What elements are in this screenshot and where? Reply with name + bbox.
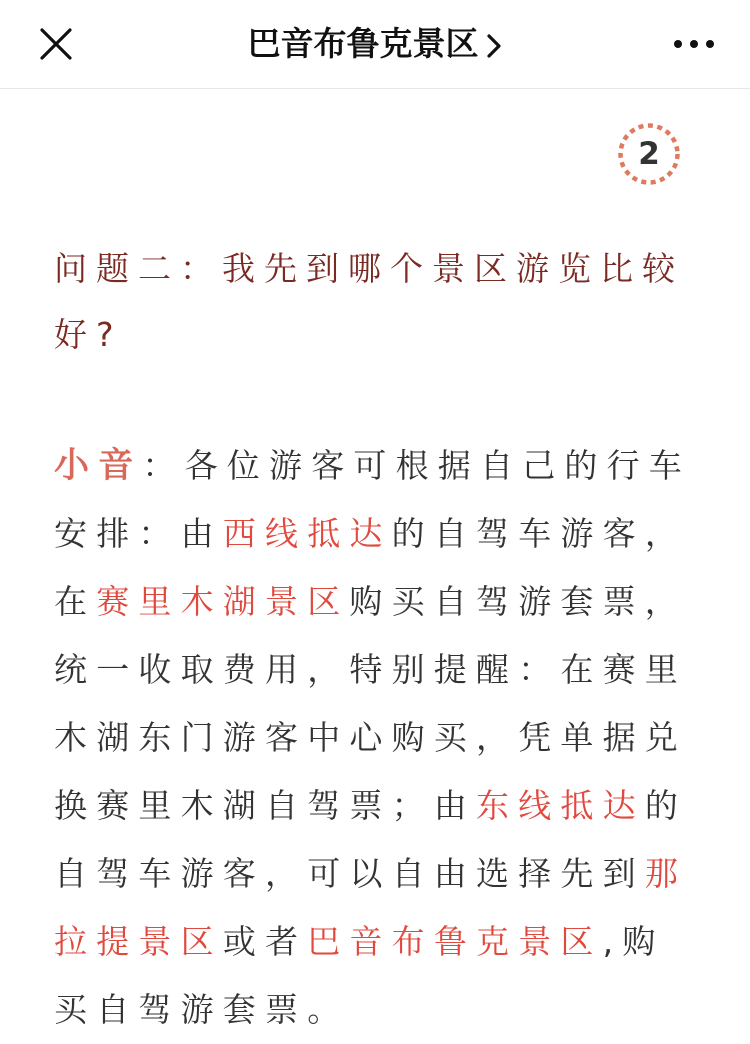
- badge-number: 2: [638, 136, 660, 172]
- answer-paragraph: [54, 432, 699, 1044]
- highlight-bayanbulak: 巴音布鲁克景区: [307, 922, 603, 961]
- speaker-label: 小音: [54, 446, 143, 486]
- highlight-nalati: 那拉提景区: [54, 854, 688, 961]
- chevron-right-icon: [485, 31, 503, 61]
- highlight-sailimu-lake: 赛里木湖景区: [96, 582, 350, 621]
- answer-text: 的自驾车游客，可以自由选择先到: [54, 786, 688, 893]
- answer-text: ,购买自驾游套票。: [54, 922, 665, 1029]
- account-name: 巴音布鲁克景区: [247, 24, 479, 63]
- more-icon[interactable]: [672, 32, 716, 56]
- answer-text: 购买自驾游套票，统一收取费用，特别提醒：在赛里木湖东门游客中心购买，凭单据兑换赛里木湖自驾票；由: [54, 582, 688, 825]
- highlight-east-route: 东线抵达: [476, 786, 645, 825]
- highlight-west-route: 西线抵达: [222, 514, 392, 553]
- answer-text: 的自驾车游客，在: [54, 514, 688, 621]
- question-heading: 问题二：我先到哪个景区游览比较好?: [54, 249, 684, 354]
- account-title[interactable]: [0, 22, 750, 66]
- top-nav-bar: [0, 0, 750, 89]
- answer-text: 或者: [222, 922, 308, 961]
- answer-text: ：各位游客可根据自己的行车安排：由: [54, 446, 692, 553]
